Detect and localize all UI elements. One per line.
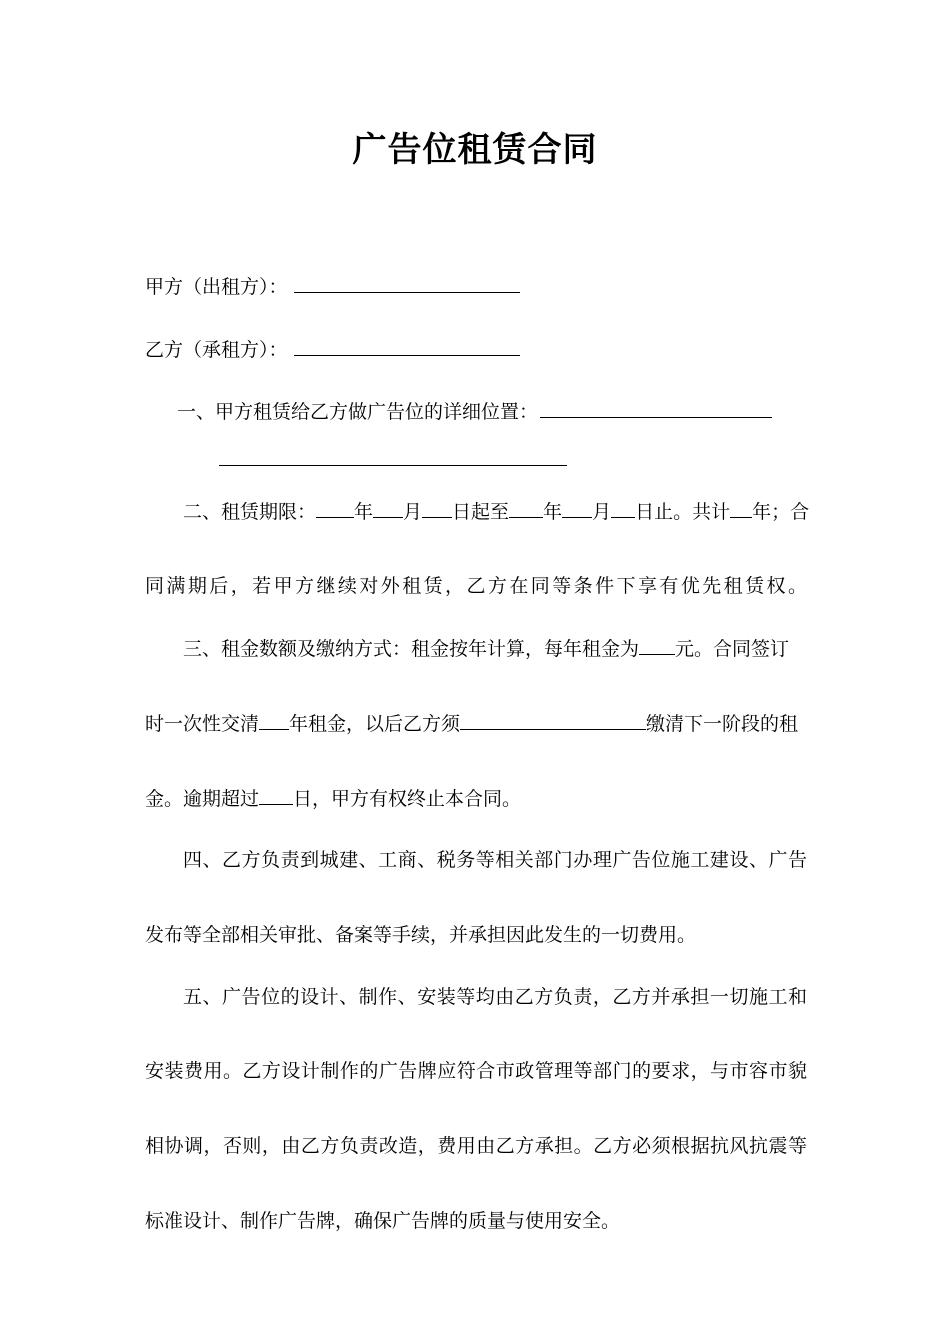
- annual-rent-blank: [639, 635, 675, 655]
- clause2-line1: [183, 498, 809, 525]
- document-title: 广告位租赁合同: [352, 130, 598, 170]
- party-b-label: 乙方（承租方）：: [145, 339, 288, 361]
- clause3-text-g: 日，甲方有权终止本合同。: [293, 788, 522, 810]
- clause3-text-a: 三、租金数额及缴纳方式：租金按年计算，每年租金为: [183, 638, 640, 660]
- payment-time-blank: [460, 710, 646, 730]
- party-a-line: [145, 273, 520, 300]
- clause4-line1: 四、乙方负责到城建、工商、税务等相关部门办理广告位施工建设、广告: [183, 849, 807, 871]
- overdue-days-blank: [259, 785, 293, 805]
- clause5-line3: 相协调，否则，由乙方负责改造，费用由乙方承担。乙方必须根据抗风抗震等: [145, 1135, 807, 1157]
- clause4-line2: 发布等全部相关审批、备案等手续，并承担因此发生的一切费用。: [145, 924, 697, 946]
- clause1-text: 一、甲方租赁给乙方做广告位的详细位置：: [177, 401, 539, 423]
- total-years-blank: [730, 498, 752, 518]
- clause1-location-blank-2: [219, 446, 567, 466]
- end-day-text: 日止。共计: [635, 501, 731, 523]
- year-text: 年: [543, 501, 563, 523]
- clause3-text-e: 缴清下一阶段的租: [646, 713, 799, 735]
- clause3-text-c: 时一次性交清: [145, 713, 260, 735]
- clause5-line4: 标准设计、制作广告牌，确保广告牌的质量与使用安全。: [145, 1210, 621, 1232]
- clause3-line3: [145, 785, 521, 812]
- end-day-blank: [611, 498, 635, 518]
- clause5-line2: 安装费用。乙方设计制作的广告牌应符合市政管理等部门的要求，与市容市貌: [145, 1060, 807, 1082]
- clause3-text-f: 金。逾期超过: [145, 788, 260, 810]
- month-text: 月: [403, 501, 423, 523]
- party-a-blank: [294, 273, 520, 293]
- clause5-line1: 五、广告位的设计、制作、安装等均由乙方负责，乙方并承担一切施工和: [183, 986, 807, 1008]
- clause2-line2: 同满期后，若甲方继续对外租赁，乙方在同等条件下享有优先租赁权。: [145, 575, 807, 597]
- clause1-location-blank: [540, 398, 772, 418]
- clause3-text-b: 元。合同签订: [675, 638, 790, 660]
- clause3-line1: [183, 635, 789, 662]
- clause3-text-d: 年租金，以后乙方须: [289, 713, 461, 735]
- year-text: 年: [354, 501, 374, 523]
- clause3-line2: [145, 710, 798, 737]
- start-year-blank: [316, 498, 354, 518]
- start-day-blank: [422, 498, 452, 518]
- years-paid-blank: [259, 710, 289, 730]
- end-month-blank: [562, 498, 592, 518]
- month-text: 月: [592, 501, 612, 523]
- clause1-line1: [177, 398, 772, 425]
- clause2-label: 二、租赁期限：: [183, 501, 317, 523]
- party-b-line: [145, 336, 520, 363]
- party-a-label: 甲方（出租方）：: [145, 276, 288, 298]
- clause1-line2: [219, 446, 567, 473]
- start-day-text: 日起至: [452, 501, 510, 523]
- start-month-blank: [373, 498, 403, 518]
- end-year-blank: [509, 498, 543, 518]
- clause2-tail: 年；合: [752, 501, 810, 523]
- party-b-blank: [294, 336, 520, 356]
